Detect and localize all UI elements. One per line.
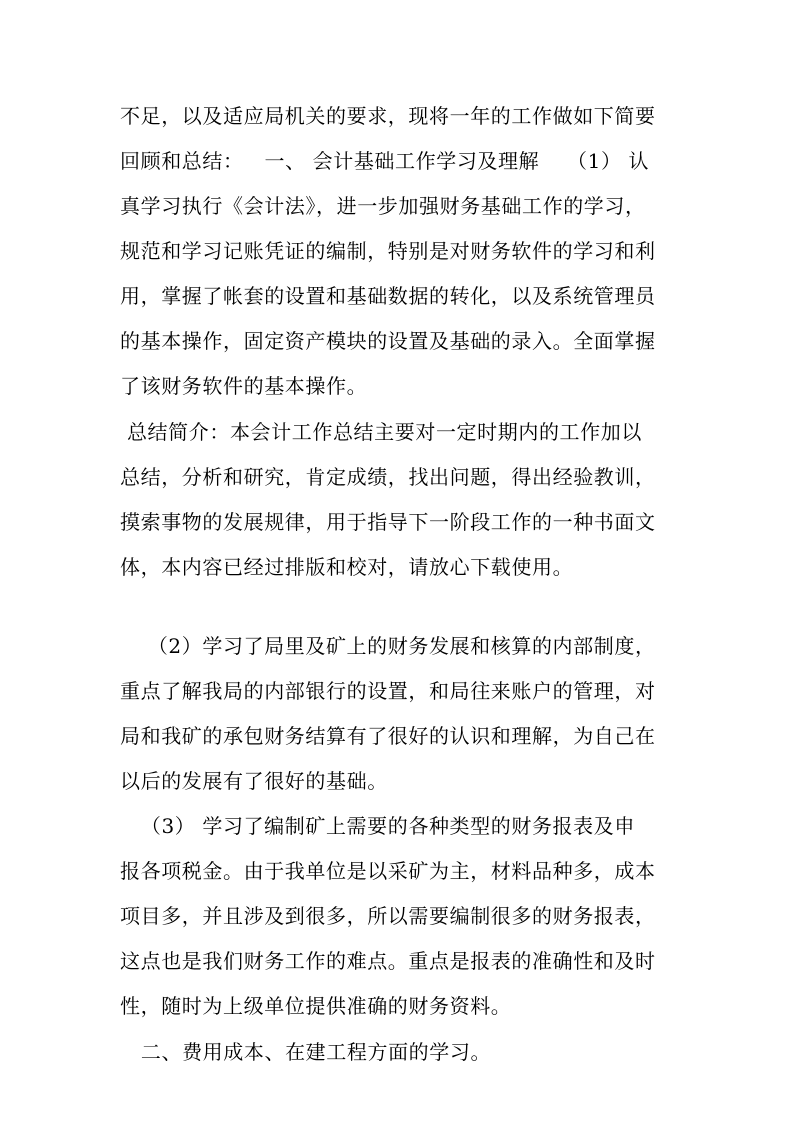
text-line: 报各项税金。由于我单位是以采矿为主，材料品种多，成本	[120, 859, 656, 883]
text-line: 的基本操作，固定资产模块的设置及基础的录入。全面掌握	[120, 329, 656, 353]
text-line: 了该财务软件的基本操作。	[120, 374, 368, 398]
text-line: 规范和学习记账凭证的编制，特别是对财务软件的学习和利	[120, 239, 656, 263]
text-line: 这点也是我们财务工作的难点。重点是报表的准确性和及时	[120, 949, 656, 973]
summary-line: 体，本内容已经过排版和校对，请放心下载使用。	[120, 555, 574, 579]
text-line: （3） 学习了编制矿上需要的各种类型的财务报表及申	[120, 814, 635, 838]
text-line: 以后的发展有了很好的基础。	[120, 769, 388, 793]
text-line: 性，随时为上级单位提供准确的财务资料。	[120, 994, 512, 1018]
text-line: 回顾和总结： 一、 会计基础工作学习及理解 （1） 认	[120, 149, 650, 173]
text-line: 重点了解我局的内部银行的设置，和局往来账户的管理，对	[120, 679, 656, 703]
text-line: 用，掌握了帐套的设置和基础数据的转化，以及系统管理员	[120, 284, 656, 308]
text-line: 局和我矿的承包财务结算有了很好的认识和理解，为自己在	[120, 724, 656, 748]
summary-line: 总结，分析和研究，肯定成绩，找出问题，得出经验教训，	[120, 465, 656, 489]
summary-line: 摸索事物的发展规律，用于指导下一阶段工作的一种书面文	[120, 510, 656, 534]
text-line: 真学习执行《会计法》，进一步加强财务基础工作的学习，	[120, 194, 646, 218]
summary-line: 总结简介：本会计工作总结主要对一定时期内的工作加以	[120, 420, 642, 444]
section-heading: 二、费用成本、在建工程方面的学习。	[120, 1040, 492, 1064]
text-line: 不足，以及适应局机关的要求，现将一年的工作做如下简要	[120, 104, 656, 128]
text-line: 项目多，并且涉及到很多，所以需要编制很多的财务报表，	[120, 904, 656, 928]
text-line: （2）学习了局里及矿上的财务发展和核算的内部制度，	[120, 634, 656, 658]
